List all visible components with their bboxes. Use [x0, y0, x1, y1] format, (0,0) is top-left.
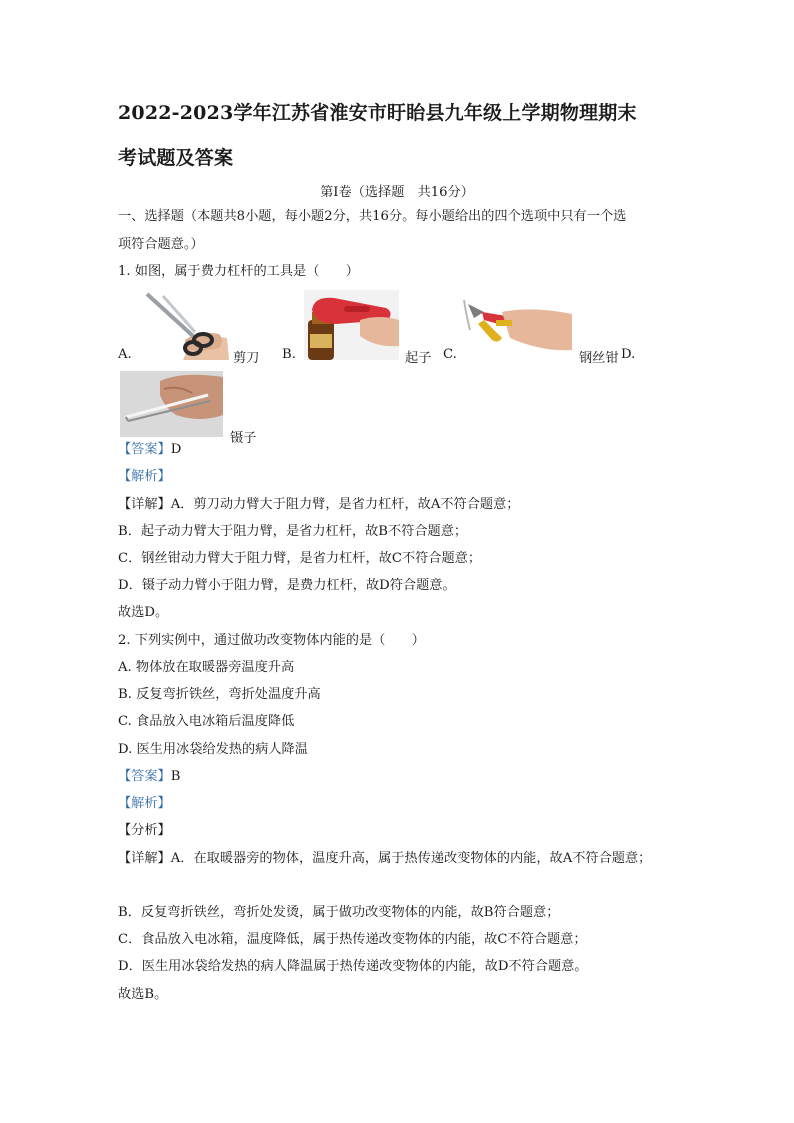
- q1-option-b-letter: B.: [282, 347, 296, 362]
- q1-option-a-letter: A.: [118, 347, 132, 362]
- q1-answer-value: D: [170, 442, 182, 457]
- q2-fenxi-label: 【分析】: [118, 823, 171, 838]
- q1-stem: 1. 如图，属于费力杠杆的工具是（ ）: [118, 264, 359, 279]
- q1-option-c-text: 钢丝钳: [579, 351, 619, 366]
- section-header: 第Ⅰ卷（选择题 共16分）: [320, 185, 474, 200]
- q2-detail-d: D．医生用冰袋给发热的病人降温属于热传递改变物体的内能，故D不符合题意。: [118, 959, 588, 974]
- q2-option-d: D. 医生用冰袋给发热的病人降温: [118, 742, 308, 757]
- q2-answer-value: B: [170, 769, 181, 784]
- q2-option-c: C. 食品放入电冰箱后温度降低: [118, 714, 295, 729]
- document-title-line1: 2022-2023学年江苏省淮安市盱眙县九年级上学期物理期末: [118, 102, 637, 124]
- q2-detail-c: C．食品放入电冰箱，温度降低，属于热传递改变物体的内能，故C不符合题意；: [118, 932, 587, 947]
- q1-conclusion: 故选D。: [118, 605, 169, 620]
- q1-detail-a-line: [118, 496, 519, 514]
- document-title-line2: 考试题及答案: [118, 147, 234, 169]
- pliers-image: [462, 290, 572, 360]
- q1-detail-b: B．起子动力臂大于阻力臂，是省力杠杆，故B不符合题意；: [118, 524, 468, 539]
- q1-option-d-letter: D.: [621, 347, 636, 362]
- q2-detail-b: B．反复弯折铁丝，弯折处发烫，属于做功改变物体的内能，故B符合题意；: [118, 905, 560, 920]
- tweezers-image: [120, 371, 223, 437]
- q1-option-c-letter: C.: [443, 347, 457, 362]
- q2-detail-a: A．在取暖器旁的物体，温度升高，属于热传递改变物体的内能，故A不符合题意；: [170, 851, 652, 866]
- q2-option-b: B. 反复弯折铁丝，弯折处温度升高: [118, 687, 321, 702]
- q1-answer-label: 【答案】: [118, 442, 171, 457]
- q2-answer: [118, 768, 180, 786]
- q1-detail-c: C．钢丝钳动力臂大于阻力臂，是省力杠杆，故C不符合题意；: [118, 551, 482, 566]
- q1-option-d-text: 镊子: [230, 431, 257, 446]
- q2-conclusion: 故选B。: [118, 987, 168, 1002]
- q1-answer: [118, 441, 181, 459]
- bottle-opener-image: [304, 290, 399, 360]
- q2-detail-label: 【详解】: [118, 851, 171, 866]
- q2-option-a: A. 物体放在取暖器旁温度升高: [118, 660, 295, 675]
- q1-analysis-label: 【解析】: [118, 469, 171, 484]
- q2-analysis-label: 【解析】: [118, 796, 171, 811]
- q1-option-a-text: 剪刀: [233, 351, 260, 366]
- q1-detail-label: 【详解】: [118, 497, 171, 512]
- q2-stem: 2. 下列实例中，通过做功改变物体内能的是（ ）: [118, 633, 425, 648]
- scissors-image: [139, 290, 229, 360]
- instructions-line2: 项符合题意。）: [118, 237, 204, 252]
- q2-answer-label: 【答案】: [118, 769, 171, 784]
- instructions-line1: 一、选择题（本题共8小题，每小题2分，共16分。每小题给出的四个选项中只有一个选: [118, 209, 627, 224]
- q1-detail-d: D．镊子动力臂小于阻力臂，是费力杠杆，故D符合题意。: [118, 578, 456, 593]
- q2-detail-a-line: [118, 850, 651, 868]
- q1-detail-a: A．剪刀动力臂大于阻力臂，是省力杠杆，故A不符合题意；: [170, 497, 520, 512]
- q1-option-b-text: 起子: [405, 351, 432, 366]
